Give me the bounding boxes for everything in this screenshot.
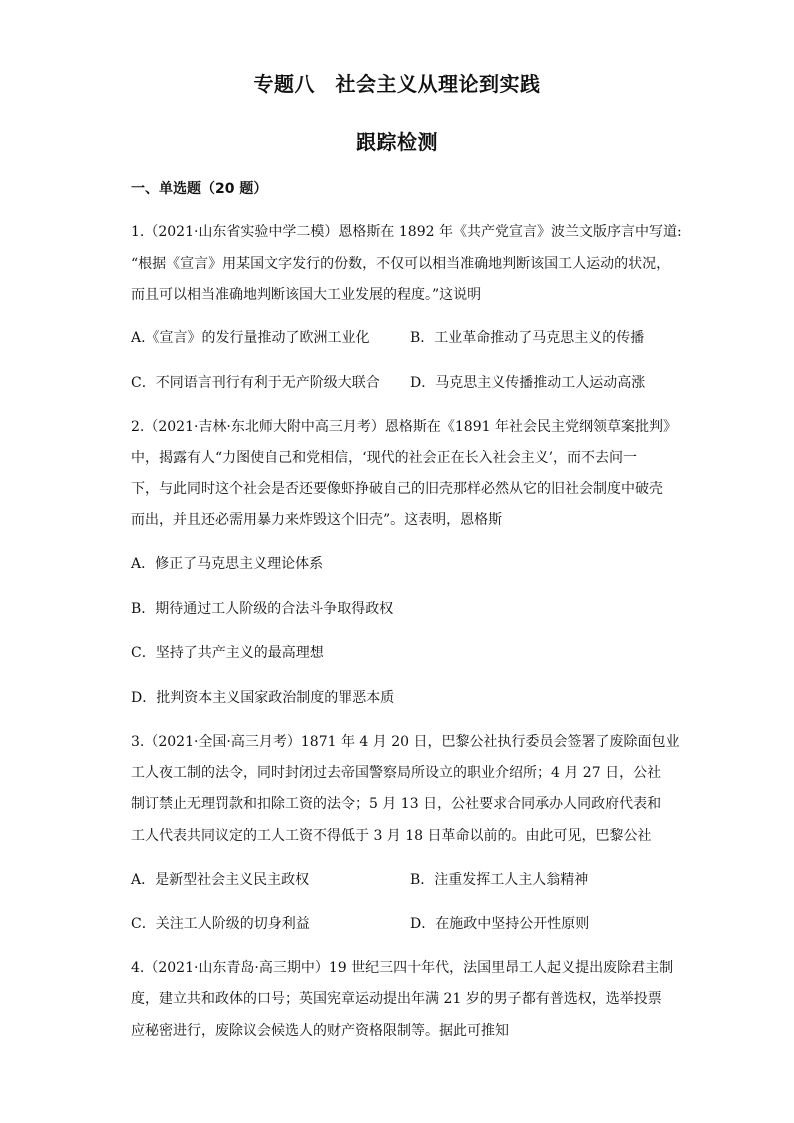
question-3-line-4: 工人代表共同议定的工人工资不得低于 3 月 18 日革命以前的。由此可见，巴黎公社 [131, 828, 652, 844]
question-4-line-1: 4.（2021·山东青岛·高三期中）19 世纪三四十年代，法国里昂工人起义提出废除君主制 [131, 960, 674, 976]
question-2-option-c[interactable]: C．坚持了共产主义的最高理想 [131, 645, 324, 661]
question-4-line-2: 度，建立共和政体的口号；英国宪章运动提出年满 21 岁的男子都有普选权，选举投票 [131, 991, 662, 1007]
question-4-line-3: 应秘密进行，废除议会候选人的财产资格限制等。据此可推知 [131, 1023, 509, 1039]
question-1-option-a[interactable]: A.《宣言》的发行量推动了欧洲工业化 [131, 330, 370, 346]
question-3-option-b[interactable]: B．注重发挥工人主人翁精神 [410, 872, 589, 888]
question-3-line-2: 工人夜工制的法令，同时封闭过去帝国警察局所设立的职业介绍所；4 月 27 日，公社 [131, 765, 662, 781]
question-2-line-2: 中，揭露有人“力图使自己和党相信，‘现代的社会正在长入社会主义’，而不去问一 [131, 450, 638, 466]
question-1-option-d[interactable]: D．马克思主义传播推动工人运动高涨 [410, 375, 646, 391]
question-1-line-2: “根据《宣言》用某国文字发行的份数，不仅可以相当准确地判断该国工人运动的状况， [131, 256, 671, 272]
question-3-line-1: 3.（2021·全国·高三月考）1871 年 4 月 20 日，巴黎公社执行委员会签署了废除面包业 [131, 734, 680, 750]
question-3-option-d[interactable]: D．在施政中坚持公开性原则 [410, 916, 590, 932]
question-2-line-3: 下，与此同时这个社会是否还要像虾挣破自己的旧壳那样必然从它的旧社会制度中破壳 [131, 481, 663, 497]
question-2-option-a[interactable]: A．修正了马克思主义理论体系 [131, 556, 324, 572]
question-1-line-1: 1.（2021·山东省实验中学二模）恩格斯在 1892 年《共产党宣言》波兰文版序言中写道: [131, 224, 682, 240]
question-2-line-4: 而出，并且还必需用暴力来炸毁这个旧壳”。这表明，恩格斯 [131, 512, 503, 528]
section-heading: 一、单选题（20 题） [131, 181, 268, 197]
question-2-option-b[interactable]: B．期待通过工人阶级的合法斗争取得政权 [131, 601, 394, 617]
question-3-line-3: 制订禁止无理罚款和扣除工资的法令；5 月 13 日，公社要求合同承办人同政府代表和 [131, 796, 662, 812]
question-3-option-a[interactable]: A．是新型社会主义民主政权 [131, 872, 310, 888]
question-3-option-c[interactable]: C．关注工人阶级的切身利益 [131, 916, 310, 932]
question-2-option-d[interactable]: D．批判资本主义国家政治制度的罪恶本质 [131, 690, 395, 706]
page-title: 专题八 社会主义从理论到实践 [253, 72, 541, 96]
question-1-line-3: 而且可以相当准确地判断该国大工业发展的程度。”这说明 [131, 287, 482, 303]
question-1-option-c[interactable]: C．不同语言刊行有利于无产阶级大联合 [131, 375, 380, 391]
page-subtitle: 跟踪检测 [356, 130, 438, 154]
question-2-line-1: 2.（2021·吉林·东北师大附中高三月考）恩格斯在《1891 年社会民主党纲领草案批判》 [131, 419, 677, 435]
question-1-option-b[interactable]: B．工业革命推动了马克思主义的传播 [410, 330, 645, 346]
